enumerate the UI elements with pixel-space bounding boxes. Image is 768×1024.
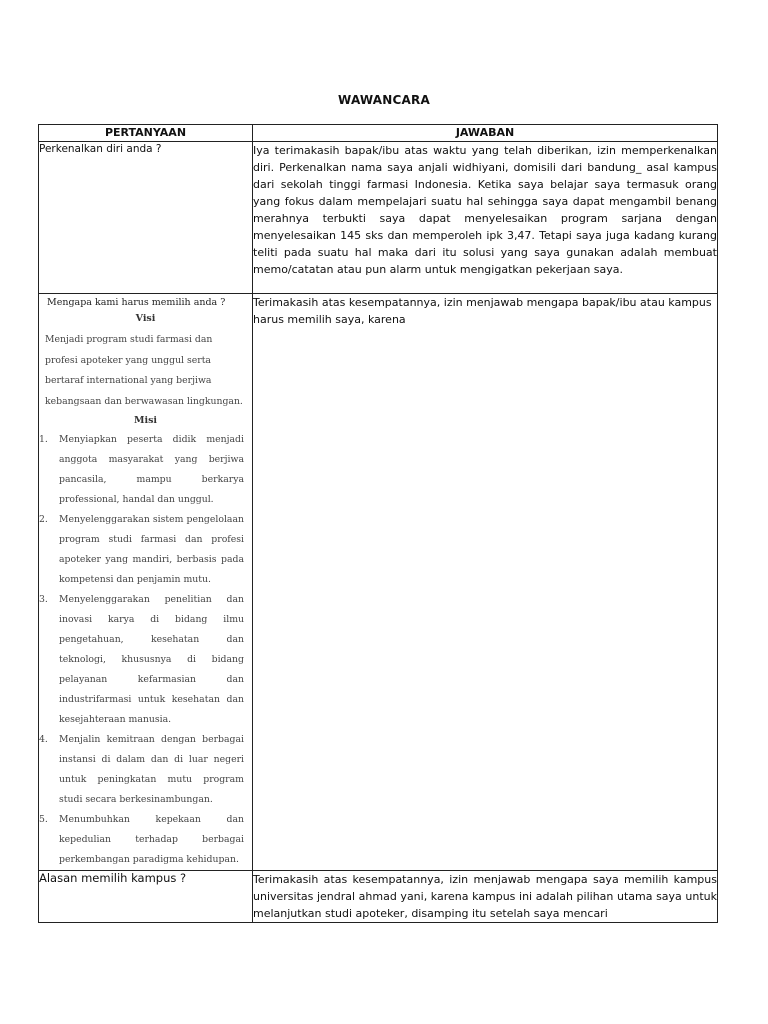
list-item: 2. Menyelenggarakan sistem pengelolaan program studi farmasi dan profesi apoteker yang mandiri, berbasis pada kompetensi dan penjamin mutu. bbox=[39, 514, 244, 585]
interview-table bbox=[38, 124, 718, 923]
misi-heading: Misi bbox=[133, 415, 158, 426]
answer-cell: Terimakasih atas kesempatannya, izin menjawab mengapa saya memilih kampus universitas jendral ahmad yani, karena kampus ini adalah pilihan utama saya untuk melanjutkan studi apoteker, disamping itu setelah saya mencari bbox=[253, 871, 718, 923]
table-header-row bbox=[39, 125, 718, 142]
table-row bbox=[39, 871, 718, 923]
table-row bbox=[39, 142, 718, 294]
question-cell bbox=[39, 294, 253, 871]
document-title: WAWANCARA bbox=[338, 93, 430, 107]
question-text: Mengapa kami harus memilih anda ? bbox=[47, 297, 226, 308]
table-row bbox=[39, 294, 718, 871]
visi-heading: Visi bbox=[135, 313, 156, 324]
list-item: 1. Menyiapkan peserta didik menjadi anggota masyarakat yang berjiwa pancasila, mampu berkarya professional, handal dan unggul. bbox=[39, 434, 244, 505]
list-item: 3. Menyelenggarakan penelitian dan inovasi karya di bidang ilmu pengetahuan, kesehatan dan teknologi, khususnya di bidang pelayanan kefarmasian dan industrifarmasi untuk kesehatan dan kesejahteraan manusia. bbox=[39, 594, 244, 725]
answer-cell: Iya terimakasih bapak/ibu atas waktu yang telah diberikan, izin memperkenalkan diri. Perkenalkan nama saya anjali widhiyani, domisili dari bandung_ asal kampus dari sekolah tinggi farmasi Indonesia. Ketika saya belajar saya termasuk orang yang fokus dalam mempelajari suatu hal sehingga saya dapat mengambil benang merahnya terbukti saya dapat menyelesaikan program sarjana dengan menyelesaikan 145 sks dan memperoleh ipk 3,47. Tetapi saya juga kadang kurang teliti pada suatu hal maka dari itu solusi yang saya gunakan adalah membuat memo/catatan atau pun alarm untuk mengigatkan pekerjaan saya. bbox=[253, 142, 718, 294]
header-answer: JAWABAN bbox=[253, 125, 718, 142]
list-item: 5. Menumbuhkan kepekaan dan kepedulian terhadap berbagai perkembangan paradigma kehidupan. bbox=[39, 814, 244, 865]
answer-cell: Terimakasih atas kesempatannya, izin menjawab mengapa bapak/ibu atau kampus harus memilih saya, karena bbox=[253, 294, 718, 871]
question-cell: Alasan memilih kampus ? bbox=[39, 871, 253, 923]
visi-text: Menjadi program studi farmasi dan profesi apoteker yang unggul serta bertaraf international yang berjiwa kebangsaan dan berwawasan lingkungan. bbox=[45, 334, 243, 407]
list-item: 4. Menjalin kemitraan dengan berbagai instansi di dalam dan di luar negeri untuk peningkatan mutu program studi secara berkesinambungan. bbox=[39, 734, 244, 805]
question-cell: Perkenalkan diri anda ? bbox=[39, 142, 253, 294]
misi-list bbox=[39, 430, 252, 870]
header-question: PERTANYAAN bbox=[39, 125, 253, 142]
